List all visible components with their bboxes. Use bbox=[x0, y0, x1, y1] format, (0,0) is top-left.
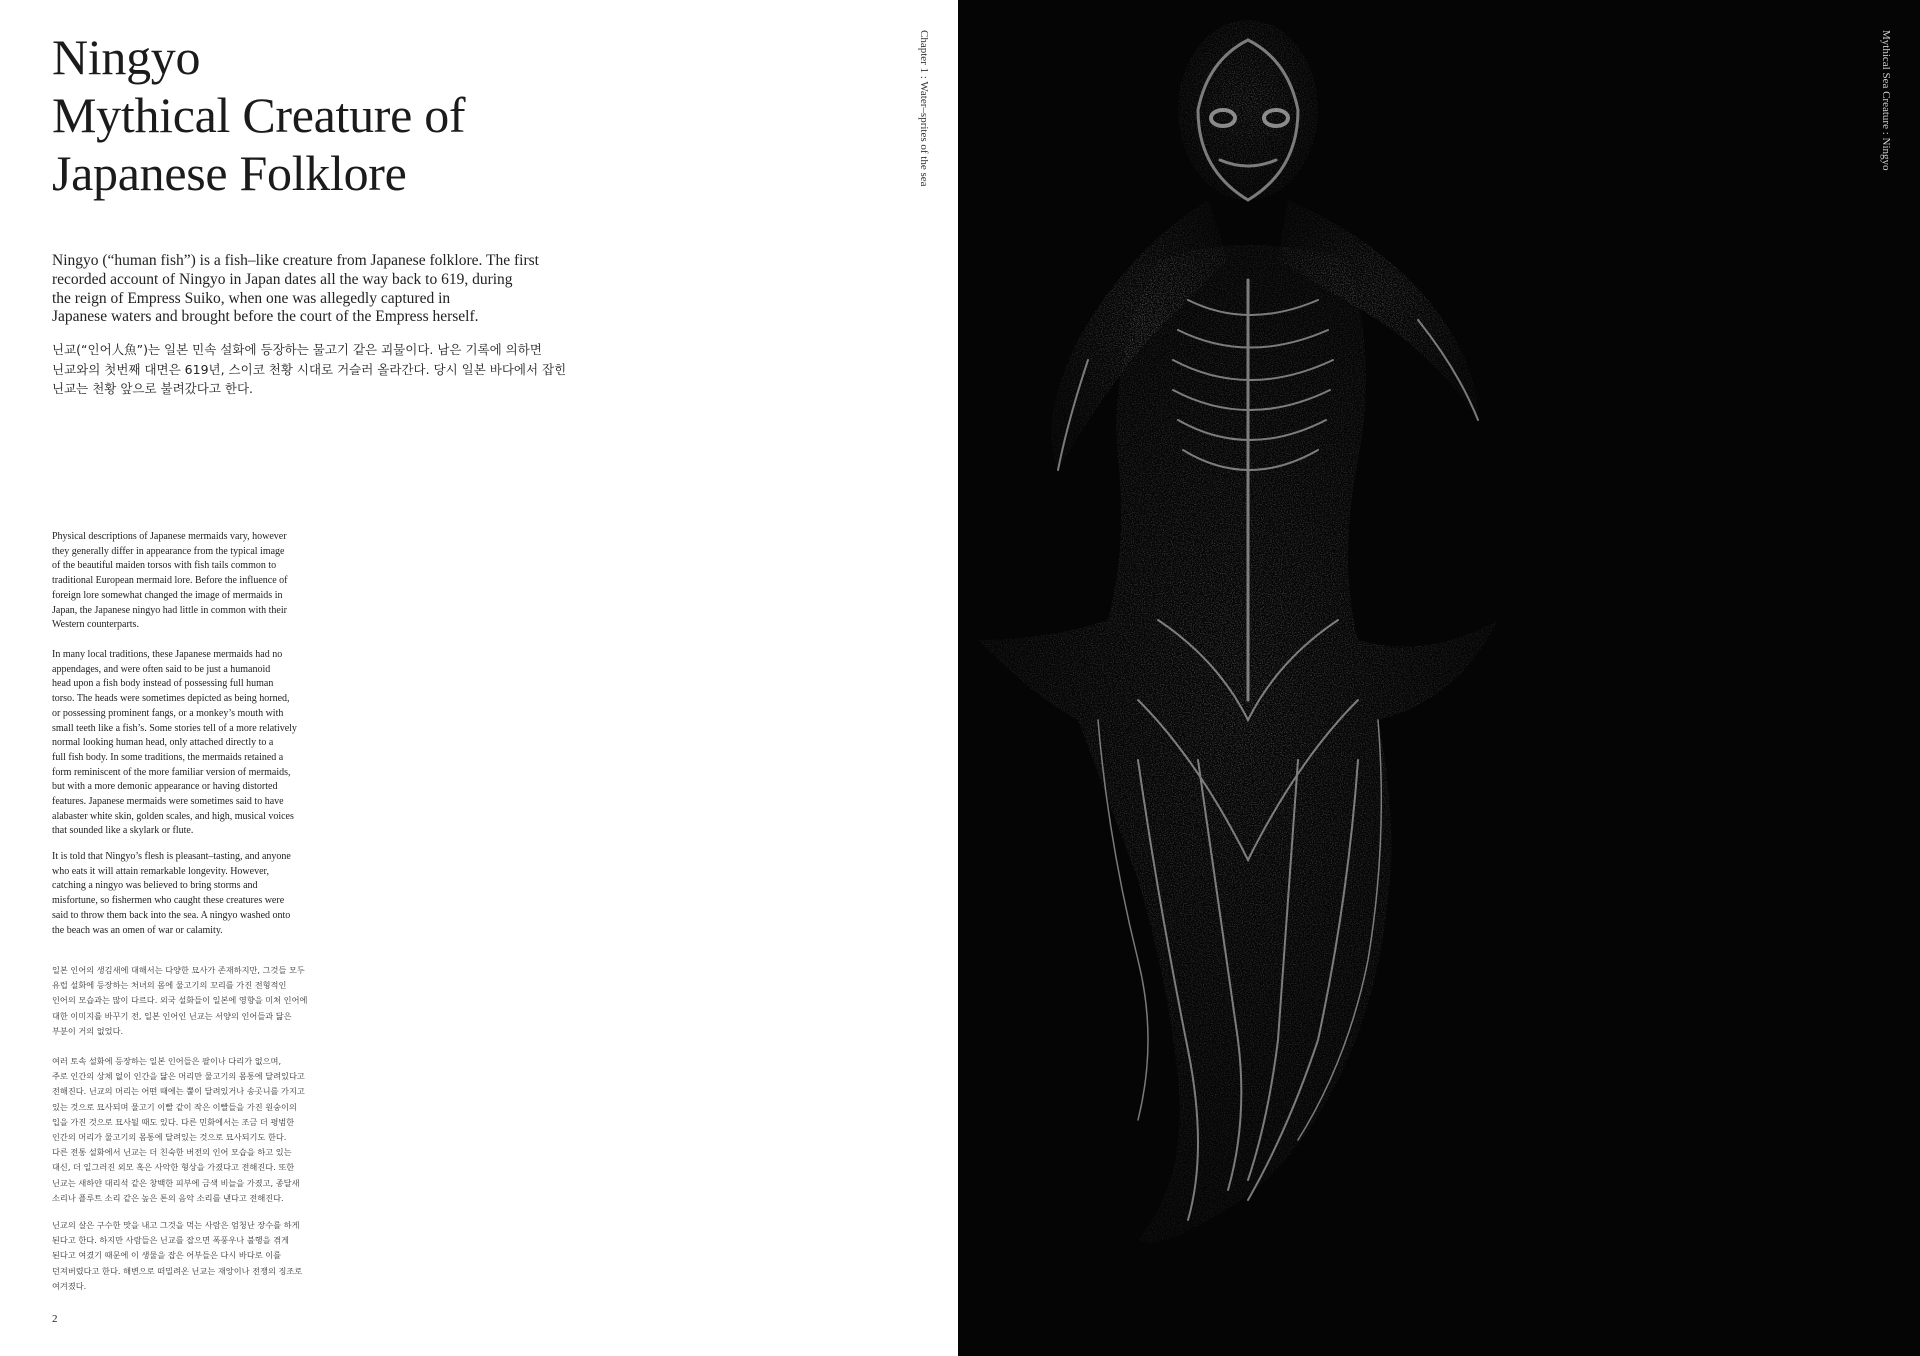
body-line: misfortune, so fishermen who caught these creatures were bbox=[52, 895, 285, 907]
body-line: appendages, and were often said to be just a humanoid bbox=[52, 663, 271, 675]
body-line: 소리나 플루트 소리 같은 높은 톤의 음악 소리를 낸다고 전해진다. bbox=[52, 1192, 284, 1203]
body-line: small teeth like a fish’s. Some stories tell of a more relatively bbox=[52, 722, 297, 734]
running-head-chapter: Chapter 1 : Water–sprites of the sea bbox=[918, 30, 930, 187]
body-line: full fish body. In some traditions, the mermaids retained a bbox=[52, 751, 284, 763]
body-line: they generally differ in appearance from the typical image bbox=[52, 545, 285, 557]
body-line: 일본 인어의 생김새에 대해서는 다양한 묘사가 존재하지만, 그것들 모두 bbox=[52, 965, 305, 975]
body-line: traditional European mermaid lore. Before the influence of bbox=[52, 575, 288, 587]
body-line: 된다고 여겼기 때문에 이 생물을 잡은 어부들은 다시 바다로 이를 bbox=[52, 1250, 282, 1261]
body-line: Western counterparts. bbox=[52, 619, 139, 631]
body-line: 있는 것으로 묘사되며 물고기 이빨 같이 작은 이빨들을 가진 원숭이의 bbox=[52, 1101, 297, 1112]
body-line: 전해진다. 닌교의 머리는 어떤 때에는 뿔이 달려있거나 송곳니를 가지고 bbox=[52, 1086, 305, 1097]
body-line: of the beautiful maiden torsos with fish tails common to bbox=[52, 560, 277, 572]
body-paragraph-korean bbox=[52, 1218, 332, 1294]
body-line: or possessing prominent fangs, or a monkey’s mouth with bbox=[52, 707, 284, 719]
body-line: that sounded like a skylark or flute. bbox=[52, 825, 194, 837]
body-line: In many local traditions, these Japanese mermaids had no bbox=[52, 649, 283, 660]
body-line: but with a more demonic appearance or having distorted bbox=[52, 781, 278, 793]
intro-english bbox=[52, 252, 552, 327]
body-line: 닌교의 살은 구수한 맛을 내고 그것을 먹는 사람은 엄청난 장수를 하게 bbox=[52, 1220, 300, 1230]
body-line: catching a ningyo was believed to bring storms and bbox=[52, 880, 258, 892]
body-line: 주로 인간의 상체 없이 인간을 닮은 머리만 물고기의 몸통에 달려있다고 bbox=[52, 1071, 305, 1082]
title-line: Mythical Creature of bbox=[52, 87, 466, 143]
body-line: 입을 가진 것으로 묘사될 때도 있다. 다른 민화에서는 조금 더 평범한 bbox=[52, 1116, 295, 1127]
body-line: 던져버렸다고 한다. 해변으로 떠밀려온 닌교는 재앙이나 전쟁의 징조로 bbox=[52, 1265, 303, 1276]
body-line: Physical descriptions of Japanese mermaids vary, however bbox=[52, 531, 287, 542]
intro-line: recorded account of Ningyo in Japan dates all the way back to 619, during bbox=[52, 270, 513, 288]
body-line: foreign lore somewhat changed the image of mermaids in bbox=[52, 589, 283, 601]
body-line: 여겨졌다. bbox=[52, 1280, 87, 1291]
body-line: 다른 전통 설화에서 닌교는 더 친숙한 버전의 인어 모습을 하고 있는 bbox=[52, 1147, 292, 1158]
body-line: normal looking human head, only attached directly to a bbox=[52, 737, 274, 749]
intro-line: 닌교(“인어人魚”)는 일본 민속 설화에 등장하는 물고기 같은 괴물이다. 남은 기록에 의하면 bbox=[52, 342, 542, 357]
body-line: 대한 이미지를 바꾸기 전, 일본 인어인 닌교는 서양의 인어들과 닮은 bbox=[52, 1010, 292, 1021]
body-line: 여러 토속 설화에 등장하는 일본 인어들은 팔이나 다리가 없으며, bbox=[52, 1056, 282, 1066]
title-line: Ningyo bbox=[52, 29, 201, 85]
body-line: who eats it will attain remarkable longevity. However, bbox=[52, 865, 269, 877]
body-line: 인어의 모습과는 많이 다르다. 외국 설화들이 일본에 영향을 미쳐 인어에 bbox=[52, 995, 308, 1006]
intro-line: Japanese waters and brought before the court of the Empress herself. bbox=[52, 308, 479, 326]
body-paragraph-english bbox=[52, 648, 332, 839]
body-line: alabaster white skin, golden scales, and high, musical voices bbox=[52, 810, 294, 822]
page-number: 2 bbox=[52, 1313, 58, 1325]
ningyo-illustration bbox=[958, 0, 1920, 1356]
body-paragraph-korean bbox=[52, 1054, 332, 1206]
intro-line: 닌교는 천황 앞으로 불려갔다고 한다. bbox=[52, 381, 253, 396]
body-line: 인간의 머리가 물고기의 몸통에 달려있는 것으로 묘사되기도 한다. bbox=[52, 1132, 287, 1143]
body-line: It is told that Ningyo’s flesh is pleasant–tasting, and anyone bbox=[52, 851, 291, 862]
page-title bbox=[52, 28, 465, 202]
body-line: torso. The heads were sometimes depicted as being horned, bbox=[52, 693, 290, 705]
title-line: Japanese Folklore bbox=[52, 145, 407, 201]
body-line: the beach was an omen of war or calamity. bbox=[52, 924, 223, 936]
body-line: 부분이 거의 없었다. bbox=[52, 1025, 124, 1036]
body-line: 대신, 더 일그러진 외모 혹은 사악한 형상을 가졌다고 전해진다. 또한 bbox=[52, 1162, 295, 1173]
body-line: Japan, the Japanese ningyo had little in common with their bbox=[52, 604, 287, 616]
body-line: 유럽 설화에 등장하는 처녀의 몸에 물고기의 꼬리를 가진 전형적인 bbox=[52, 980, 287, 991]
body-line: 닌교는 새하얀 대리석 같은 창백한 피부에 금색 비늘을 가졌고, 종달새 bbox=[52, 1177, 300, 1188]
illustration-page bbox=[958, 0, 1920, 1356]
intro-korean bbox=[52, 340, 572, 399]
body-line: 된다고 한다. 하지만 사람들은 닌교를 잡으면 폭풍우나 불행을 겪게 bbox=[52, 1235, 289, 1246]
running-head-title: Mythical Sea Creature : Ningyo bbox=[1880, 30, 1892, 171]
body-line: features. Japanese mermaids were sometimes said to have bbox=[52, 796, 284, 808]
intro-line: the reign of Empress Suiko, when one was allegedly captured in bbox=[52, 289, 451, 307]
intro-line: 닌교와의 첫번째 대면은 619년, 스이코 천황 시대로 거슬러 올라간다. 당시 일본 바다에서 잡힌 bbox=[52, 361, 567, 377]
body-line: said to throw them back into the sea. A ningyo washed onto bbox=[52, 909, 291, 921]
body-paragraph-korean bbox=[52, 963, 332, 1039]
body-line: head upon a fish body instead of possessing full human bbox=[52, 678, 274, 690]
intro-line: Ningyo (“human fish”) is a fish–like creature from Japanese folklore. The first bbox=[52, 252, 539, 269]
body-paragraph-english bbox=[52, 850, 332, 938]
left-page bbox=[0, 0, 958, 1356]
body-paragraph-english bbox=[52, 530, 332, 633]
body-line: form reminiscent of the more familiar version of mermaids, bbox=[52, 766, 291, 778]
